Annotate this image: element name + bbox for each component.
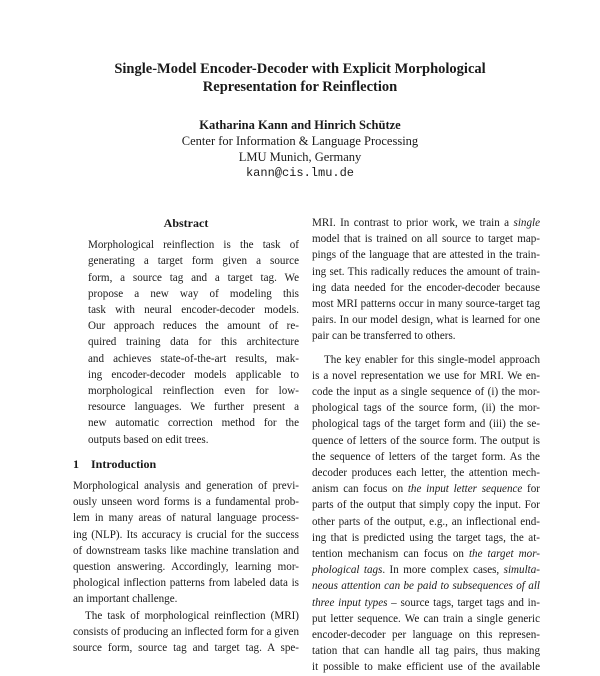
text-run: tention mechanism can focus on: [312, 548, 469, 561]
text-line: pair can be transferred to others.: [312, 330, 456, 343]
text-line: [312, 595, 540, 611]
author-names: Katharina Kann and Hinrich Schütze: [199, 118, 401, 132]
text-line: ing (NLP). Its accuracy is crucial for the success: [73, 528, 299, 541]
abstract-body: [73, 237, 299, 448]
emphasis-run: single: [513, 217, 540, 229]
text-line: decoder produces each letter, the attention mech-: [312, 467, 540, 480]
text-run: . In more complex cases,: [382, 564, 504, 577]
abstract-line: ing encoder-decoder models applicable to: [88, 368, 299, 381]
paragraph-gap: [312, 345, 540, 352]
emphasis-run: three input types: [312, 596, 388, 609]
title-line-1: Single-Model Encoder-Decoder with Explicit Morphological: [114, 61, 486, 77]
text-line: is a novel representation we use for MRI. We en-: [312, 369, 540, 382]
right-paragraph-1: [312, 215, 540, 345]
text-line: most MRI patterns occur in many source-target tag: [312, 298, 540, 311]
abstract-heading: Abstract: [163, 216, 209, 230]
text-line: of downstream tasks like machine translation and: [73, 544, 299, 557]
location: LMU Munich, Germany: [238, 150, 362, 164]
text-line: [312, 578, 540, 594]
text-line: other parts of the output, e.g., an inflectional end-: [312, 515, 540, 528]
emphasis-run: simulta-: [503, 564, 540, 577]
text-line: The task of morphological reinflection (MRI): [85, 609, 299, 622]
intro-paragraph-1: [73, 478, 299, 608]
emphasis-run: neous attention can be paid to subsequences of all: [312, 580, 540, 593]
abstract-line: Our approach reduces the amount of re-: [88, 320, 299, 333]
text-line: it possible to make efficient use of the available: [312, 661, 540, 674]
text-line: [312, 562, 540, 578]
text-line: pings of the language that are attested in the train-: [312, 249, 540, 262]
abstract-line: outputs based on edit trees.: [88, 433, 209, 446]
abstract-line: new automatic correction method for the: [88, 417, 299, 430]
section-number: 1: [73, 456, 79, 471]
abstract-line: resource languages. We further present a: [88, 401, 299, 414]
text-run: – source tags, target tags and in-: [387, 596, 540, 609]
text-line: ing data needed for the encoder-decoder because: [312, 281, 540, 294]
text-line: an important challenge.: [73, 593, 178, 606]
title-line-2: Representation for Reinflection: [202, 79, 398, 95]
text-line: [312, 215, 540, 231]
left-column: [73, 215, 299, 656]
abstract-line: quired training data for this architecture: [88, 336, 299, 349]
right-column: [312, 215, 540, 676]
emphasis-run: phological tags: [312, 564, 383, 577]
abstract-line: form, a source tag and a target tag. We: [88, 271, 299, 284]
text-run: for: [522, 483, 540, 496]
text-line: lem in many areas of natural language process-: [73, 512, 299, 525]
author-block: [100, 117, 500, 181]
text-run: MRI. In contrast to prior work, we train a: [312, 217, 514, 229]
text-run: anism can focus on: [312, 483, 408, 496]
text-line: quence of letters of the source form. The output is: [312, 434, 540, 447]
text-line: phological tags of the target form and (iii) the se-: [312, 418, 540, 431]
text-line: source form, source tag and target tag. A spe-: [73, 642, 299, 655]
text-line: ing set. This radically reduces the amount of train-: [312, 265, 540, 278]
text-line: model that is trained on all source to target map-: [312, 233, 540, 246]
text-line: [312, 546, 540, 562]
text-line: phological tags of the source form, (ii) the mor-: [312, 402, 540, 415]
text-line: Morphological analysis and generation of previ-: [73, 480, 299, 493]
text-line: tation that can handle all tag pairs, thus making: [312, 645, 540, 658]
section-title: Introduction: [91, 456, 157, 471]
emphasis-run: the target mor-: [468, 548, 540, 561]
text-line: put letter sequence. We can train a single generic: [312, 612, 540, 625]
text-line: The key enabler for this single-model approach: [324, 353, 540, 366]
text-line: ing that is predicted using the target tags, the at-: [312, 531, 540, 544]
text-line: code the input as a single sequence of (i) the mor-: [312, 386, 540, 399]
section-heading-introduction: [73, 456, 299, 472]
abstract-line: morphological reinflection even for low-: [88, 385, 299, 398]
abstract-line: Morphological reinflection is the task of: [88, 239, 299, 252]
author-email: kann@cis.lmu.de: [245, 166, 355, 180]
affiliation: Center for Information & Language Processing: [181, 134, 419, 148]
paper-title: [60, 60, 540, 96]
emphasis-run: the input letter sequence: [407, 483, 523, 496]
text-line: encoder-decoder per language on this represen-: [312, 629, 540, 642]
right-paragraph-2: [312, 352, 540, 676]
text-line: consists of producing an inflected form for a given: [73, 625, 299, 638]
text-line: phological inflection patterns from labeled data is: [73, 577, 299, 590]
intro-paragraph-2: [73, 608, 299, 657]
text-line: the sequence of letters of the target form. As the: [312, 450, 540, 463]
text-line: ously unseen word forms is a fundamental prob-: [73, 496, 299, 509]
text-line: pairs. In our model design, what is learned for one: [312, 314, 540, 327]
abstract-line: generating a target form given a source: [88, 255, 299, 268]
abstract-line: and achieves state-of-the-art results, mak-: [88, 352, 299, 365]
abstract-line: task with neural encoder-decoder models.: [88, 304, 299, 317]
text-line: parts of the output that simply copy the input. For: [312, 499, 540, 512]
text-line: [312, 481, 540, 497]
abstract-line: propose a new way of modeling this: [88, 287, 299, 300]
text-line: question answering. Accordingly, learning mor-: [73, 561, 299, 574]
